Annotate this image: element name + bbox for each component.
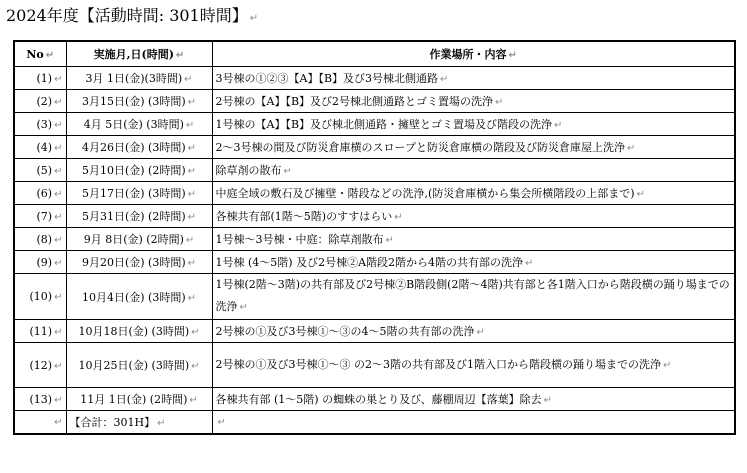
row-date-cell [66, 90, 212, 113]
row-work-cell [212, 274, 735, 320]
row-work: 除草剤の散布 [215, 164, 282, 177]
row-date-cell [66, 251, 212, 274]
total-cell [66, 411, 212, 434]
row-no: (8) [36, 232, 53, 246]
row-no: (1) [36, 71, 53, 85]
row-date: 10月4日(金) (3時間) [81, 290, 186, 304]
paragraph-mark-icon: ↵ [249, 13, 259, 24]
table-row [14, 182, 735, 205]
paragraph-mark-icon: ↵ [394, 212, 403, 223]
row-date: 3月15日(金) (3時間) [81, 95, 186, 108]
table-row [14, 113, 735, 136]
table-row [14, 205, 735, 228]
row-no: (12) [29, 358, 53, 372]
row-date-cell [66, 159, 212, 182]
row-no: (13) [29, 392, 53, 406]
row-work-cell [212, 113, 735, 136]
paragraph-mark-icon: ↵ [184, 74, 193, 85]
row-date-cell [66, 388, 212, 411]
row-no: (4) [36, 140, 53, 154]
row-work: 1号棟(2階～3階)の共有部及び2号棟②B階段側(2階～4階)共有部と各1階入口から階段横の踊り場までの洗浄 [215, 278, 730, 313]
paragraph-mark-icon: ↵ [187, 143, 197, 154]
row-date: 10月25日(金) (3時間) [78, 359, 190, 372]
paragraph-mark-icon: ↵ [187, 97, 197, 108]
row-date: 5月31日(金) (2時間) [81, 210, 186, 223]
row-no-cell [14, 182, 66, 205]
total-no-cell [14, 411, 66, 434]
row-no-cell [14, 113, 66, 136]
paragraph-mark-icon: ↵ [54, 360, 63, 372]
row-no-cell [14, 274, 66, 320]
row-work-cell [212, 205, 735, 228]
paragraph-mark-icon: ↵ [54, 234, 63, 246]
row-no: (3) [36, 117, 53, 131]
paragraph-mark-icon: ↵ [54, 292, 63, 303]
row-work-cell [212, 90, 735, 113]
row-date: 5月10日(金) (2時間) [81, 164, 186, 177]
row-work-cell [212, 67, 735, 90]
paragraph-mark-icon: ↵ [54, 211, 63, 223]
header-work [212, 41, 735, 67]
header-no [14, 41, 66, 67]
paragraph-mark-icon: ↵ [54, 165, 63, 177]
paragraph-mark-icon: ↵ [663, 359, 672, 371]
paragraph-mark-icon: ↵ [187, 212, 197, 223]
row-work: 各棟共有部 (1～5階) の蜘蛛の巣とり及び、藤棚周辺【落葉】除去 [215, 393, 542, 406]
header-date-label: 実施月,日(時間) [93, 48, 174, 61]
paragraph-mark-icon: ↵ [543, 395, 553, 406]
table-row [14, 159, 735, 182]
table-row [14, 320, 735, 343]
paragraph-mark-icon: ↵ [54, 119, 63, 131]
row-work-cell [212, 182, 735, 205]
row-date-cell [66, 228, 212, 251]
row-no: (7) [36, 209, 53, 223]
row-date-cell [66, 205, 212, 228]
row-work-cell [212, 251, 735, 274]
row-work: 2号棟の①及び3号棟①～③ の2～3階の共有部及び1階入口から階段横の踊り場までの洗浄 [215, 357, 661, 371]
total-row [14, 411, 735, 434]
row-work: 1号棟 (4～5階) 及び2号棟②A階段2階から4階の共有部の洗浄 [215, 256, 524, 269]
row-work-cell [212, 136, 735, 159]
row-no: (9) [36, 255, 53, 269]
row-no-cell [14, 205, 66, 228]
paragraph-mark-icon: ↵ [54, 326, 63, 338]
row-date-cell [66, 320, 212, 343]
paragraph-mark-icon: ↵ [54, 142, 63, 154]
row-work: 中庭全域の敷石及び擁壁・階段などの洗浄,(防災倉庫横から集会所横階段の上部まで) [215, 187, 635, 200]
row-date: 5月17日(金) (3時間) [81, 187, 186, 200]
paragraph-mark-icon: ↵ [187, 292, 197, 304]
row-date: 11月 1日(金) (2時間) [80, 393, 188, 406]
row-date-cell [66, 182, 212, 205]
row-no-cell [14, 251, 66, 274]
paragraph-mark-icon: ↵ [191, 361, 200, 372]
document-title-text: 2024年度【活動時間: 301時間】 [6, 6, 248, 25]
row-date: 4月 5日(金) (3時間) [83, 118, 184, 131]
row-date: 10月18日(金) (3時間) [78, 325, 190, 338]
row-work: 1号棟の【A】【B】及び棟北側通路・擁壁とゴミ置場及び階段の洗浄 [215, 118, 553, 131]
paragraph-mark-icon: ↵ [187, 189, 197, 200]
paragraph-mark-icon: ↵ [626, 143, 636, 154]
row-no-cell [14, 388, 66, 411]
table-row [14, 228, 735, 251]
paragraph-mark-icon: ↵ [283, 166, 292, 177]
table-header-row [14, 41, 735, 67]
header-no-label: No [26, 47, 44, 61]
row-date-cell [66, 67, 212, 90]
row-work: 2号棟の【A】【B】及び2号棟北側通路とゴミ置場の洗浄 [215, 95, 494, 108]
paragraph-mark-icon: ↵ [54, 96, 63, 108]
paragraph-mark-icon: ↵ [191, 327, 200, 338]
paragraph-mark-icon: ↵ [157, 417, 166, 429]
table-row [14, 90, 735, 113]
paragraph-mark-icon: ↵ [554, 120, 563, 131]
activity-schedule-table [13, 40, 736, 435]
table-body [14, 67, 735, 434]
paragraph-mark-icon: ↵ [54, 394, 63, 406]
row-no-cell [14, 90, 66, 113]
table-row [14, 251, 735, 274]
table-row [14, 343, 735, 388]
paragraph-mark-icon: ↵ [239, 302, 248, 313]
paragraph-mark-icon: ↵ [525, 258, 534, 269]
row-no: (6) [36, 186, 53, 200]
table-row [14, 274, 735, 320]
total-label: 【合計：301H】 [69, 415, 156, 429]
row-no-cell [14, 320, 66, 343]
table-row [14, 388, 735, 411]
row-no: (10) [29, 290, 53, 303]
total-work-cell [212, 411, 735, 434]
row-date: 9月 8日(金) (2時間) [83, 233, 184, 246]
paragraph-mark-icon: ↵ [440, 74, 449, 85]
row-work-cell [212, 228, 735, 251]
paragraph-mark-icon: ↵ [54, 417, 63, 429]
paragraph-mark-icon: ↵ [187, 166, 197, 177]
paragraph-mark-icon: ↵ [54, 257, 63, 269]
row-work-cell [212, 320, 735, 343]
row-no: (2) [36, 94, 53, 108]
row-no-cell [14, 67, 66, 90]
row-work-cell [212, 388, 735, 411]
paragraph-mark-icon: ↵ [636, 189, 645, 200]
row-work: 2～3号棟の間及び防災倉庫横のスロープと防災倉庫横の階段及び防災倉庫屋上洗浄 [215, 141, 625, 154]
row-work: 各棟共有部(1階～5階)のすすはらい [215, 210, 393, 223]
paragraph-mark-icon: ↵ [476, 327, 485, 338]
row-no-cell [14, 343, 66, 388]
paragraph-mark-icon: ↵ [508, 50, 517, 61]
paragraph-mark-icon: ↵ [54, 73, 63, 85]
paragraph-mark-icon: ↵ [45, 49, 55, 61]
row-work: 2号棟の①及び3号棟①～③の4～5階の共有部の洗浄 [215, 325, 475, 338]
row-date: 3月 1日(金)(3時間) [85, 72, 183, 85]
paragraph-mark-icon: ↵ [189, 395, 198, 406]
paragraph-mark-icon: ↵ [385, 235, 394, 246]
header-work-label: 作業場所・内容 [429, 48, 507, 61]
paragraph-mark-icon: ↵ [185, 235, 195, 246]
row-work: 1号棟～3号棟・中庭：除草剤散布 [215, 233, 384, 246]
paragraph-mark-icon: ↵ [185, 120, 195, 131]
row-work-cell [212, 343, 735, 388]
row-no-cell [14, 136, 66, 159]
paragraph-mark-icon: ↵ [187, 258, 197, 269]
paragraph-mark-icon: ↵ [54, 188, 63, 200]
table-row [14, 67, 735, 90]
table-row [14, 136, 735, 159]
row-no-cell [14, 159, 66, 182]
row-date-cell [66, 343, 212, 388]
row-work: 3号棟の①②③【A】【B】及び3号棟北側通路 [215, 72, 439, 85]
row-date: 9月20日(金) (3時間) [81, 256, 186, 269]
paragraph-mark-icon: ↵ [217, 417, 226, 429]
document-title [6, 5, 258, 30]
paragraph-mark-icon: ↵ [175, 50, 185, 61]
row-no-cell [14, 228, 66, 251]
row-no: (11) [29, 324, 53, 338]
row-date-cell [66, 113, 212, 136]
paragraph-mark-icon: ↵ [495, 97, 504, 108]
header-date [66, 41, 212, 67]
row-work-cell [212, 159, 735, 182]
row-date-cell [66, 136, 212, 159]
row-date-cell [66, 274, 212, 320]
row-no: (5) [36, 163, 53, 177]
row-date: 4月26日(金) (3時間) [81, 141, 186, 154]
